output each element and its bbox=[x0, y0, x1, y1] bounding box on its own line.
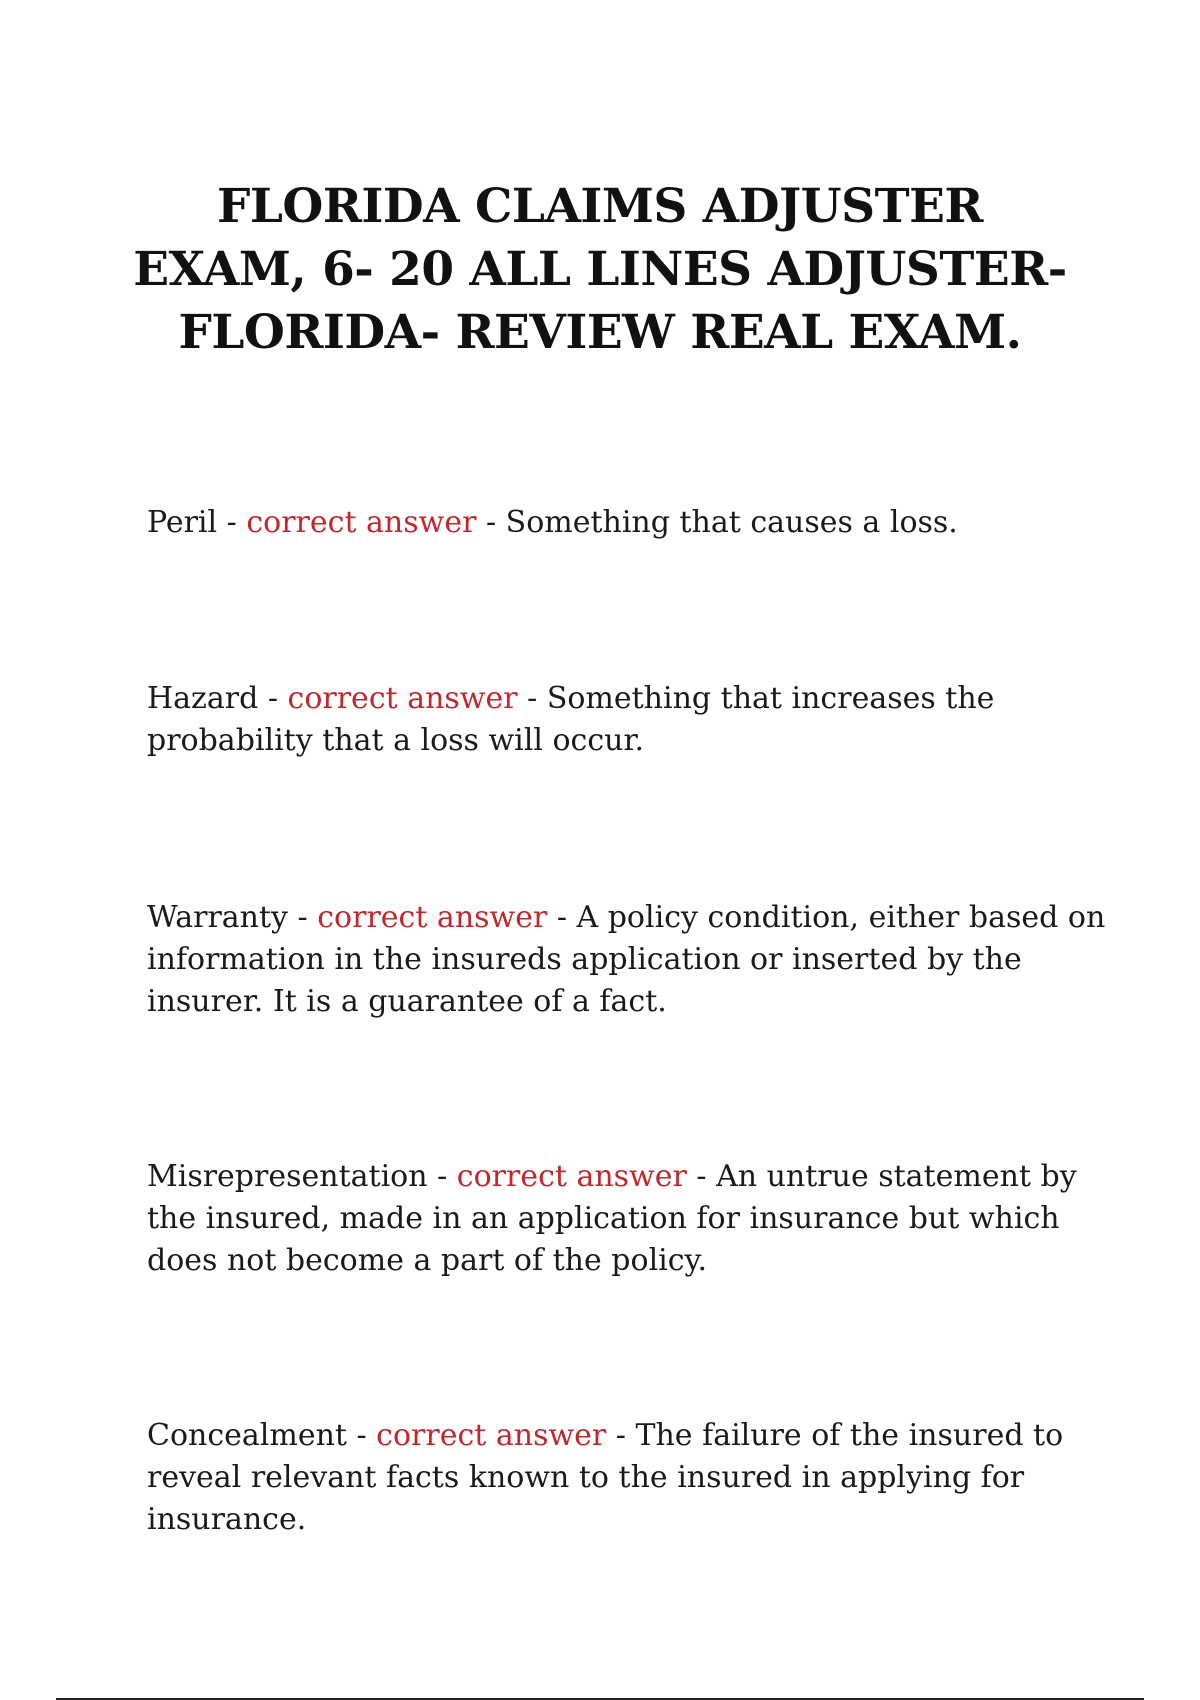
entry-definition-line: Something that causes a loss. bbox=[505, 505, 958, 540]
entry-line bbox=[147, 1415, 1087, 1457]
entry-separator: - bbox=[686, 1159, 717, 1194]
correct-answer-label: correct answer bbox=[456, 1159, 687, 1194]
title-line-1: FLORIDA CLAIMS ADJUSTER bbox=[217, 179, 983, 234]
flashcard-entry-hazard bbox=[147, 678, 1087, 762]
entry-separator: - bbox=[476, 505, 506, 540]
entry-definition-line: the insured, made in an application for insurance but which bbox=[147, 1201, 1060, 1236]
entry-definition-line: insurer. It is a guarantee of a fact. bbox=[147, 984, 667, 1019]
flashcard-entry-concealment bbox=[147, 1415, 1087, 1541]
document-title bbox=[100, 175, 1100, 364]
entry-separator: - bbox=[217, 505, 247, 540]
entry-line bbox=[147, 897, 1106, 939]
entry-definition-line: A policy condition, either based on bbox=[576, 900, 1106, 935]
entry-definition-line: does not become a part of the policy. bbox=[147, 1243, 708, 1278]
correct-answer-label: correct answer bbox=[376, 1418, 607, 1453]
entry-definition-line: Something that increases the bbox=[546, 681, 995, 716]
title-line-2: EXAM, 6- 20 ALL LINES ADJUSTER- bbox=[133, 242, 1067, 297]
flashcard-entry-peril bbox=[147, 502, 1087, 544]
entry-definition-line: reveal relevant facts known to the insured in applying for bbox=[147, 1460, 1025, 1495]
entry-term: Misrepresentation bbox=[147, 1159, 428, 1194]
correct-answer-label: correct answer bbox=[317, 900, 548, 935]
entry-separator: - bbox=[547, 900, 577, 935]
title-line-3: FLORIDA- REVIEW REAL EXAM. bbox=[178, 305, 1022, 360]
entry-separator: - bbox=[258, 681, 288, 716]
entry-definition-line: probability that a loss will occur. bbox=[147, 723, 645, 758]
correct-answer-label: correct answer bbox=[287, 681, 518, 716]
entry-line bbox=[147, 502, 1087, 544]
entry-definition-line: An untrue statement by bbox=[716, 1159, 1077, 1194]
entry-definition-line: information in the insureds application or inserted by the bbox=[147, 942, 1022, 977]
correct-answer-label: correct answer bbox=[246, 505, 477, 540]
entry-term: Warranty bbox=[147, 900, 289, 935]
entry-separator: - bbox=[346, 1418, 377, 1453]
flashcard-entry-misrepresentation bbox=[147, 1156, 1087, 1282]
entry-definition-line: insurance. bbox=[147, 1502, 307, 1537]
entry-separator: - bbox=[288, 900, 318, 935]
entry-separator: - bbox=[606, 1418, 636, 1453]
entry-term: Hazard bbox=[147, 681, 259, 716]
flashcard-entry-warranty bbox=[147, 897, 1106, 1023]
entry-line bbox=[147, 678, 1087, 720]
entry-definition-line: The failure of the insured to bbox=[635, 1418, 1064, 1453]
entry-separator: - bbox=[427, 1159, 457, 1194]
entry-line bbox=[147, 1156, 1087, 1198]
entry-term: Concealment bbox=[147, 1418, 347, 1453]
entry-term: Peril bbox=[147, 505, 218, 540]
entry-separator: - bbox=[517, 681, 547, 716]
